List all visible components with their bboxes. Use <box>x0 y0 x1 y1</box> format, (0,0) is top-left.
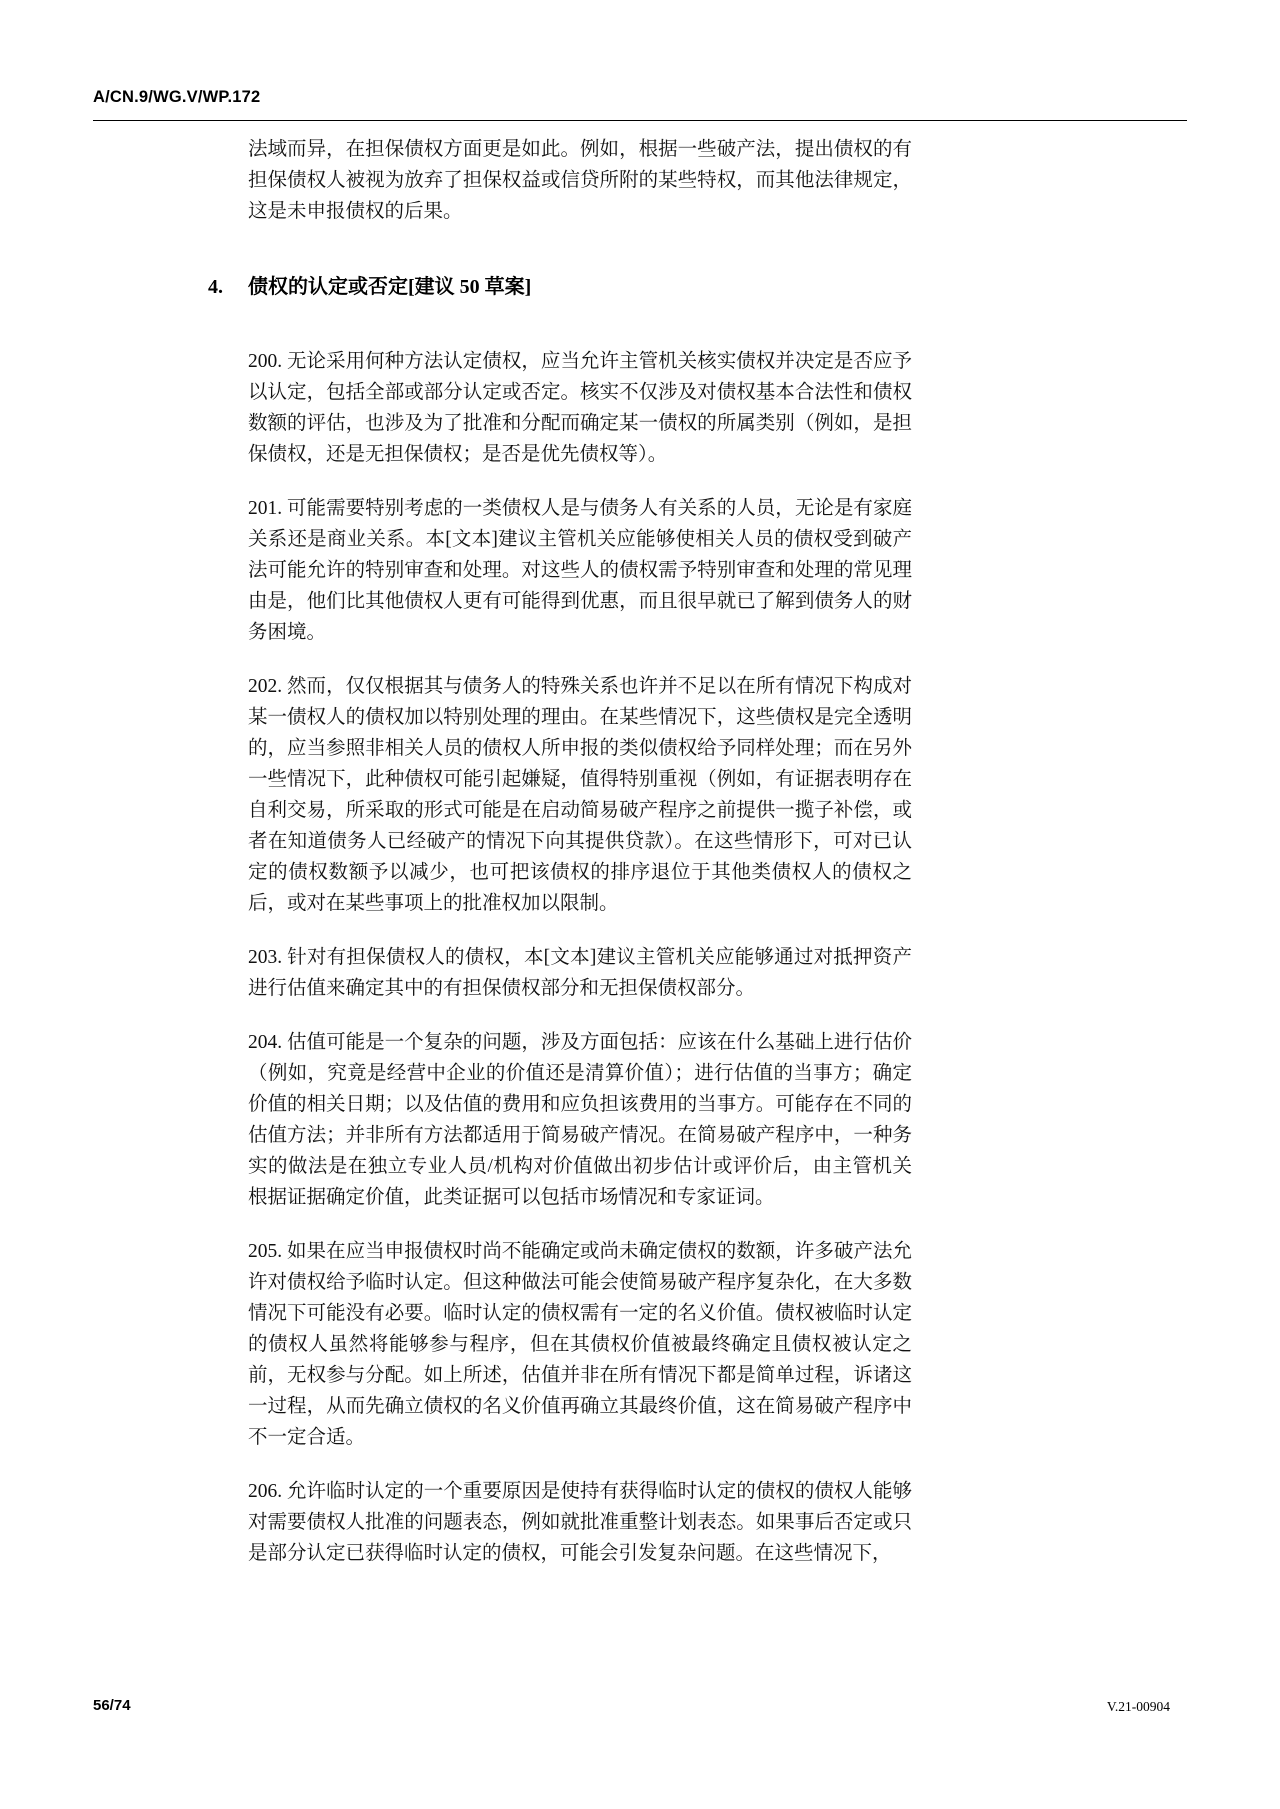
header-rule <box>93 120 1187 121</box>
body-paragraph: 206. 允许临时认定的一个重要原因是使持有获得临时认定的债权的债权人能够对需要债权人批准的问题表态，例如就批准重整计划表态。如果事后否定或只是部分认定已获得临时认定的债权，可能会引发复杂问题。在这些情况下， <box>248 1481 912 1564</box>
body-paragraph: 202. 然而，仅仅根据其与债务人的特殊关系也许并不足以在所有情况下构成对某一债权人的债权加以特别处理的理由。在某些情况下，这些债权是完全透明的，应当参照非相关人员的债权人所申报的类似债权给予同样处理；而在另外一些情况下，此种债权可能引起嫌疑，值得特别重视（例如，有证据表明存在自利交易，所采取的形式可能是在启动简易破产程序之前提供一揽子补偿，或者在知道债务人已经破产的情况下向其提供贷款）。在这些情形下，可对已认定的债权数额予以减少，也可把该债权的排序退位于其他类债权人的债权之后，或对在某些事项上的批准权加以限制。 <box>248 676 912 914</box>
body-paragraph: 200. 无论采用何种方法认定债权，应当允许主管机关核实债权并决定是否应予以认定，包括全部或部分认定或否定。核实不仅涉及对债权基本合法性和债权数额的评估，也涉及为了批准和分配而确定某一债权的所属类别（例如，是担保债权，还是无担保债权；是否是优先债权等）。 <box>248 351 912 465</box>
paragraph-list <box>248 346 912 1569</box>
document-symbol: A/CN.9/WG.V/WP.172 <box>93 88 261 106</box>
section-number: 4. <box>208 276 223 298</box>
body-paragraph: 204. 估值可能是一个复杂的问题，涉及方面包括：应该在什么基础上进行估价（例如，究竟是经营中企业的价值还是清算价值）；进行估值的当事方；确定价值的相关日期；以及估值的费用和应负担该费用的当事方。可能存在不同的估值方法；并非所有方法都适用于简易破产情况。在简易破产程序中，一种务实的做法是在独立专业人员/机构对价值做出初步估计或评价后，由主管机关根据证据确定价值，此类证据可以包括市场情况和专家证词。 <box>248 1032 912 1208</box>
section-heading <box>208 273 912 301</box>
page-number: 56/74 <box>93 1697 131 1714</box>
body-paragraph: 205. 如果在应当申报债权时尚不能确定或尚未确定债权的数额，许多破产法允许对债权给予临时认定。但这种做法可能会使简易破产程序复杂化，在大多数情况下可能没有必要。临时认定的债权需有一定的名义价值。债权被临时认定的债权人虽然将能够参与程序，但在其债权价值被最终确定且债权被认定之前，无权参与分配。如上所述，估值并非在所有情况下都是简单过程，诉诸这一过程，从而先确立债权的名义价值再确立其最终价值，这在简易破产程序中不一定合适。 <box>248 1241 912 1448</box>
document-body <box>208 134 912 1592</box>
section-title: 债权的认定或否定[建议 50 草案] <box>248 276 532 298</box>
intro-paragraph: 法域而异，在担保债权方面更是如此。例如，根据一些破产法，提出债权的有担保债权人被视为放弃了担保权益或信贷所附的某些特权，而其他法律规定，这是未申报债权的后果。 <box>248 139 912 222</box>
body-paragraph: 201. 可能需要特别考虑的一类债权人是与债务人有关系的人员，无论是有家庭关系还是商业关系。本[文本]建议主管机关应能够使相关人员的债权受到破产法可能允许的特别审查和处理。对这些人的债权需予特别审查和处理的常见理由是，他们比其他债权人更有可能得到优惠，而且很早就已了解到债务人的财务困境。 <box>248 498 912 643</box>
body-paragraph: 203. 针对有担保债权人的债权，本[文本]建议主管机关应能够通过对抵押资产进行估值来确定其中的有担保债权部分和无担保债权部分。 <box>248 947 912 999</box>
document-code: V.21-00904 <box>1106 1699 1170 1714</box>
